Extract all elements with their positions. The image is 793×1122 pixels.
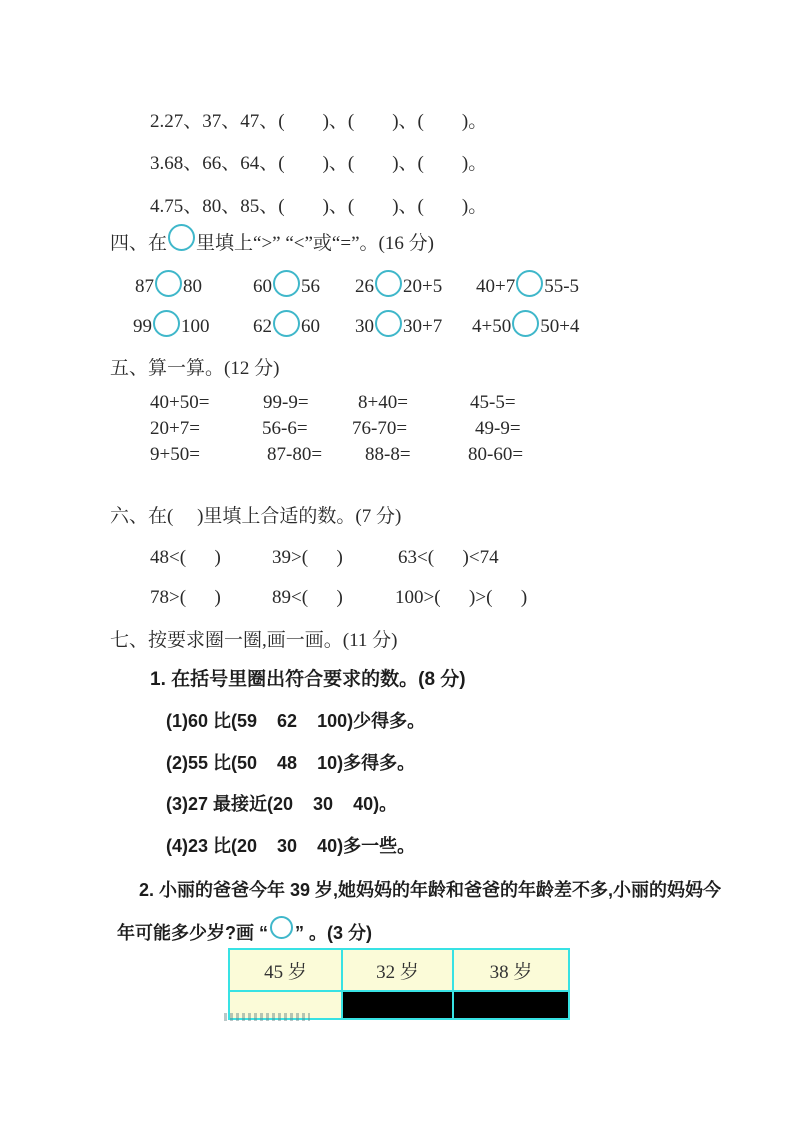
inequality-item: 89<( ): [272, 587, 343, 608]
inequality-item: 78>( ): [150, 587, 221, 608]
compare-circle-icon: [153, 310, 180, 337]
comparison-item: 40+7 55-5: [476, 272, 579, 302]
comparison-item: 99 100: [133, 312, 210, 342]
equation: 56-6=: [262, 418, 308, 439]
section5-title: 五、算一算。(12 分): [110, 358, 280, 379]
equation: 20+7=: [150, 418, 200, 439]
age-option-cell: 45 岁: [264, 961, 307, 983]
section6-title: 六、在( )里填上合适的数。(7 分): [110, 506, 402, 527]
inequality-item: 48<( ): [150, 547, 221, 568]
age-option-cell: 32 岁: [341, 950, 452, 990]
compare-circle-icon: [512, 310, 539, 337]
comparison-item: 60 56: [253, 272, 320, 302]
circle-the-number-line: (4)23 比(20 30 40)多一些。: [166, 836, 416, 856]
compare-circle-icon: [375, 270, 402, 297]
age-option-cell: 38 岁: [452, 950, 568, 990]
faint-watermark: [224, 1013, 310, 1021]
circle-the-number-line: (3)27 最接近(20 30 40)。: [166, 794, 398, 814]
equation: 45-5=: [470, 392, 516, 413]
circle-the-number-line: (2)55 比(50 48 10)多得多。: [166, 753, 416, 773]
comparison-item: 30 30+7: [355, 312, 442, 342]
sequence-line-2: 2.27、37、47、( )、( )、( )。: [150, 111, 488, 132]
word-problem-line2-pre: 年可能多少岁?画 “: [117, 923, 268, 943]
age-options-table: [228, 948, 570, 1020]
equation: 40+50=: [150, 392, 210, 413]
section7-title: 七、按要求圈一圈,画一画。(11 分): [110, 630, 398, 651]
equation: 80-60=: [468, 444, 524, 465]
compare-circle-icon: [273, 310, 300, 337]
equation: 88-8=: [365, 444, 411, 465]
word-problem-line2-post: ” 。(3 分): [295, 923, 373, 943]
section7-item1-title: 1. 在括号里圈出符合要求的数。(8 分): [150, 669, 466, 690]
sequence-line-4: 4.75、80、85、( )、( )、( )。: [150, 196, 488, 217]
comparison-item: 26 20+5: [355, 272, 442, 302]
equation: 9+50=: [150, 444, 200, 465]
compare-circle-icon: [168, 224, 195, 251]
compare-circle-icon: [273, 270, 300, 297]
compare-circle-icon: [155, 270, 182, 297]
equation: 8+40=: [358, 392, 408, 413]
comparison-item: 87 80: [135, 272, 202, 302]
inequality-item: 100>( )>( ): [395, 587, 528, 608]
equation: 76-70=: [352, 418, 408, 439]
equation: 87-80=: [267, 444, 323, 465]
comparison-item: 62 60: [253, 312, 320, 342]
section4-title-pre: 四、在: [110, 232, 168, 254]
answer-cell-filled: [452, 990, 568, 1018]
sequence-line-3: 3.68、66、64、( )、( )、( )。: [150, 153, 488, 174]
compare-circle-icon: [516, 270, 543, 297]
comparison-item: 4+50 50+4: [472, 312, 579, 342]
word-problem-line2: [117, 917, 372, 947]
inequality-item: 63<( )<74: [398, 547, 499, 568]
inequality-item: 39>( ): [272, 547, 343, 568]
answer-cell-filled: [341, 990, 452, 1018]
draw-circle-icon: [270, 916, 293, 939]
section4-title: [110, 226, 434, 256]
word-problem-line1: 2. 小丽的爸爸今年 39 岁,她妈妈的年龄和爸爸的年龄差不多,小丽的妈妈今: [139, 880, 722, 900]
equation: 99-9=: [263, 392, 309, 413]
equation: 49-9=: [475, 418, 521, 439]
compare-circle-icon: [375, 310, 402, 337]
circle-the-number-line: (1)60 比(59 62 100)少得多。: [166, 711, 426, 731]
section4-title-post: 里填上“>” “<”或“=”。(16 分): [196, 232, 434, 254]
